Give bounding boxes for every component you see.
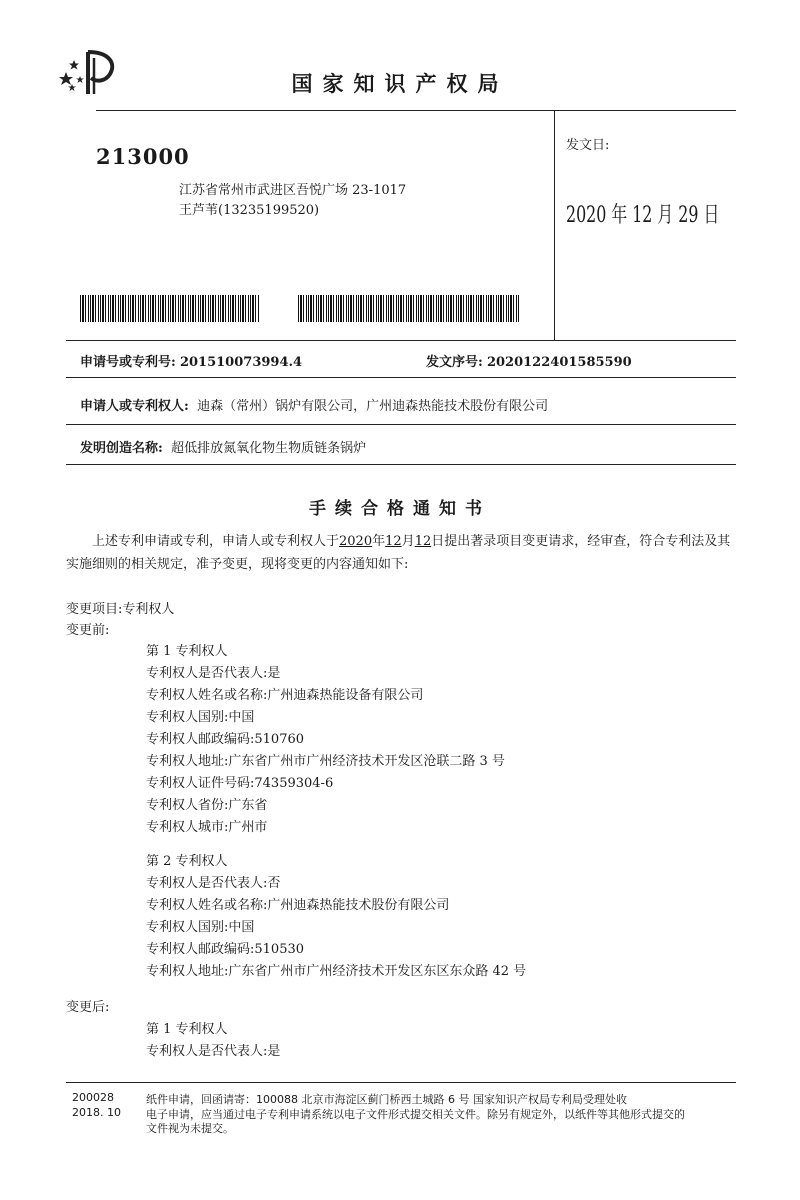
issue-date: 2020 年 12 月 29 日 (566, 203, 720, 228)
before-line: 第 1 专利权人 (146, 644, 228, 659)
before-line: 专利权人地址:广东省广州市广州经济技术开发区沧联二路 3 号 (146, 754, 505, 769)
after-label: 变更后: (66, 1000, 110, 1015)
recipient-contact: 王芦苇(13235199520) (179, 203, 320, 218)
before-line: 专利权人邮政编码:510530 (146, 942, 305, 957)
issue-date-label: 发文日: (566, 138, 610, 153)
recipient-postcode: 213000 (96, 144, 190, 169)
barcode-2 (298, 295, 520, 322)
change-item: 变更项目:专利权人 (66, 602, 175, 617)
notice-paragraph (66, 530, 734, 576)
before-line: 专利权人地址:广东省广州市广州经济技术开发区东区东众路 42 号 (146, 964, 527, 979)
header-rule (96, 110, 736, 111)
before-label: 变更前: (66, 623, 110, 638)
notice-text-d: 日提出著录项目变更请求，经审查，符合专利法及其实施细则的相关规定，准予变更，现将变更的内容通知如下: (66, 534, 731, 572)
invention-value: 超低排放氮氧化物生物质链条锅炉 (171, 441, 367, 456)
notice-month: 12 (385, 534, 402, 549)
barcode-1 (80, 295, 260, 322)
notice-text-c: 月 (401, 534, 415, 549)
applicant-label: 申请人或专利权人: (80, 399, 189, 414)
form-edition: 2018. 10 (72, 1106, 121, 1119)
office-title: 国家知识产权局 (291, 72, 509, 96)
invention-label: 发明创造名称: (80, 441, 163, 456)
rule-3 (66, 424, 736, 425)
before-line: 第 2 专利权人 (146, 854, 228, 869)
notice-day: 12 (414, 534, 432, 549)
before-line: 专利权人姓名或名称:广州迪森热能设备有限公司 (146, 688, 424, 703)
serial-number-label: 发文序号: (426, 355, 483, 370)
after-line: 第 1 专利权人 (146, 1022, 228, 1037)
serial-number: 2020122401585590 (486, 355, 632, 370)
application-number: 201510073994.4 (179, 355, 303, 370)
footer-line: 电子申请，应当通过电子专利申请系统以电子文件形式提交相关文件。除另有规定外，以纸件等其他形式提交的 (146, 1108, 685, 1121)
recipient-address: 江苏省常州市武进区吾悦广场 23-1017 (179, 183, 407, 198)
before-line: 专利权人城市:广州市 (146, 820, 268, 835)
footer-rule (66, 1082, 736, 1083)
before-line: 专利权人是否代表人:是 (146, 666, 281, 681)
before-line: 专利权人邮政编码:510760 (146, 732, 305, 747)
serial-number-field (426, 351, 632, 370)
before-line: 专利权人国别:中国 (146, 920, 255, 935)
rule-2 (66, 377, 736, 378)
rule-4 (66, 464, 736, 465)
applicant-value: 迪森（常州）锅炉有限公司，广州迪森热能技术股份有限公司 (197, 399, 549, 414)
footer-line: 纸件申请，回函请寄：100088 北京市海淀区蓟门桥西土城路 6 号 国家知识产权局专利局受理处收 (146, 1093, 627, 1106)
application-number-field (80, 351, 302, 370)
applicant-field (80, 395, 548, 414)
before-line: 专利权人是否代表人:否 (146, 876, 281, 891)
notice-title: 手续合格通知书 (309, 499, 491, 519)
before-line: 专利权人国别:中国 (146, 710, 255, 725)
date-column-divider (554, 110, 555, 340)
before-line: 专利权人姓名或名称:广州迪森热能技术股份有限公司 (146, 898, 450, 913)
application-number-label: 申请号或专利号: (80, 355, 176, 370)
notice-text-b: 年 (372, 534, 386, 549)
after-line: 专利权人是否代表人:是 (146, 1044, 281, 1059)
before-line: 专利权人证件号码:74359304-6 (146, 776, 334, 791)
before-line: 专利权人省份:广东省 (146, 798, 268, 813)
invention-field (80, 437, 366, 456)
notice-year: 2020 (339, 534, 373, 549)
rule-1 (66, 340, 736, 341)
notice-text-a: 上述专利申请或专利，申请人或专利权人于 (92, 534, 340, 549)
form-code: 200028 (72, 1091, 114, 1104)
footer-line: 文件视为未提交。 (146, 1122, 234, 1135)
